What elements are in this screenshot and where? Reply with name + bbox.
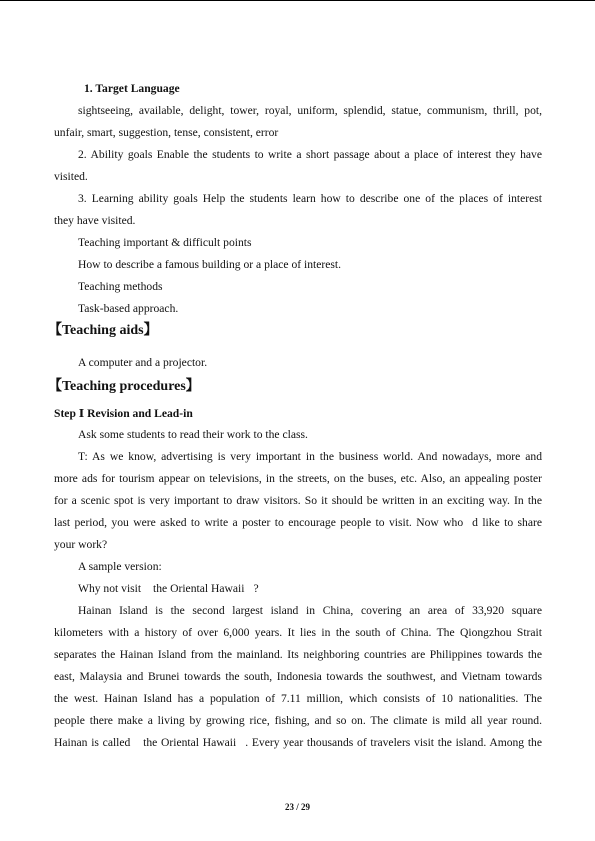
teacher-paragraph-line: last period, you were asked to write a poster to encourage people to visit. Now who d like to share	[54, 516, 542, 529]
teaching-aids-heading: 【Teaching aids】	[48, 323, 158, 338]
sample-paragraph-line: east, Malaysia and Brunei towards the south, Indonesia towards the southwest, and Vietnam towards	[54, 670, 542, 683]
sample-version-title: Why not visit  the Oriental Hawaii ?	[78, 582, 259, 595]
top-border-rule	[0, 0, 595, 1]
teaching-methods-label: Teaching methods	[78, 280, 163, 293]
learning-goals-line-2: they have visited.	[54, 214, 136, 227]
page-number: 23 / 29	[284, 802, 310, 812]
sample-paragraph-line: Hainan Island is the second largest island in China, covering an area of 33,920 square	[78, 604, 542, 617]
sample-paragraph-line: Hainan is called  the Oriental Hawaii . Every year thousands of travelers visit the island. Among the	[54, 736, 542, 749]
teacher-paragraph-line: your work?	[54, 538, 108, 551]
teaching-points-label: Teaching important & difficult points	[78, 236, 252, 249]
teacher-paragraph-line: T: As we know, advertising is very important in the business world. And nowadays, more and	[78, 450, 542, 463]
step-one-heading: Step Ⅰ Revision and Lead-in	[54, 407, 193, 420]
learning-goals-line-1: 3. Learning ability goals Help the students learn how to describe one of the places of interest	[78, 192, 542, 205]
teaching-procedures-heading: 【Teaching procedures】	[48, 379, 200, 394]
teaching-aids-value: A computer and a projector.	[78, 356, 208, 369]
document-page	[48, 78, 542, 754]
teaching-points-value: How to describe a famous building or a place of interest.	[78, 258, 342, 271]
ability-goals-line-1: 2. Ability goals Enable the students to write a short passage about a place of interest they have	[78, 148, 542, 161]
sample-paragraph-line: people there make a living by growing rice, fishing, and so on. The climate is mild all year round.	[54, 714, 542, 727]
teaching-methods-value: Task-based approach.	[78, 302, 179, 315]
teacher-paragraph-line: for a scenic spot is very important to draw visitors. So it should be written in an exciting way. In the	[54, 494, 542, 507]
sample-version-label: A sample version:	[78, 560, 162, 573]
sample-paragraph-line: separates the Hainan Island from the mainland. Its neighboring countries are Philippines towards the	[54, 648, 542, 661]
sample-paragraph-line: the west. Hainan Island has a population of 7.11 million, which consists of 10 nationalities. The	[54, 692, 542, 705]
target-language-words-line-1: sightseeing, available, delight, tower, royal, uniform, splendid, statue, communism, thrill, pot,	[78, 104, 542, 117]
ability-goals-line-2: visited.	[54, 170, 88, 183]
step-one-instruction: Ask some students to read their work to the class.	[78, 428, 308, 441]
target-language-words-line-2: unfair, smart, suggestion, tense, consistent, error	[54, 126, 279, 139]
sample-paragraph-line: kilometers with a history of over 6,000 years. It lies in the south of China. The Qiongzhou Strait	[54, 626, 542, 639]
teacher-paragraph-line: more ads for tourism appear on televisions, in the streets, on the buses, etc. Also, an appealing poster	[54, 472, 542, 485]
target-language-heading: 1. Target Language	[84, 82, 180, 95]
